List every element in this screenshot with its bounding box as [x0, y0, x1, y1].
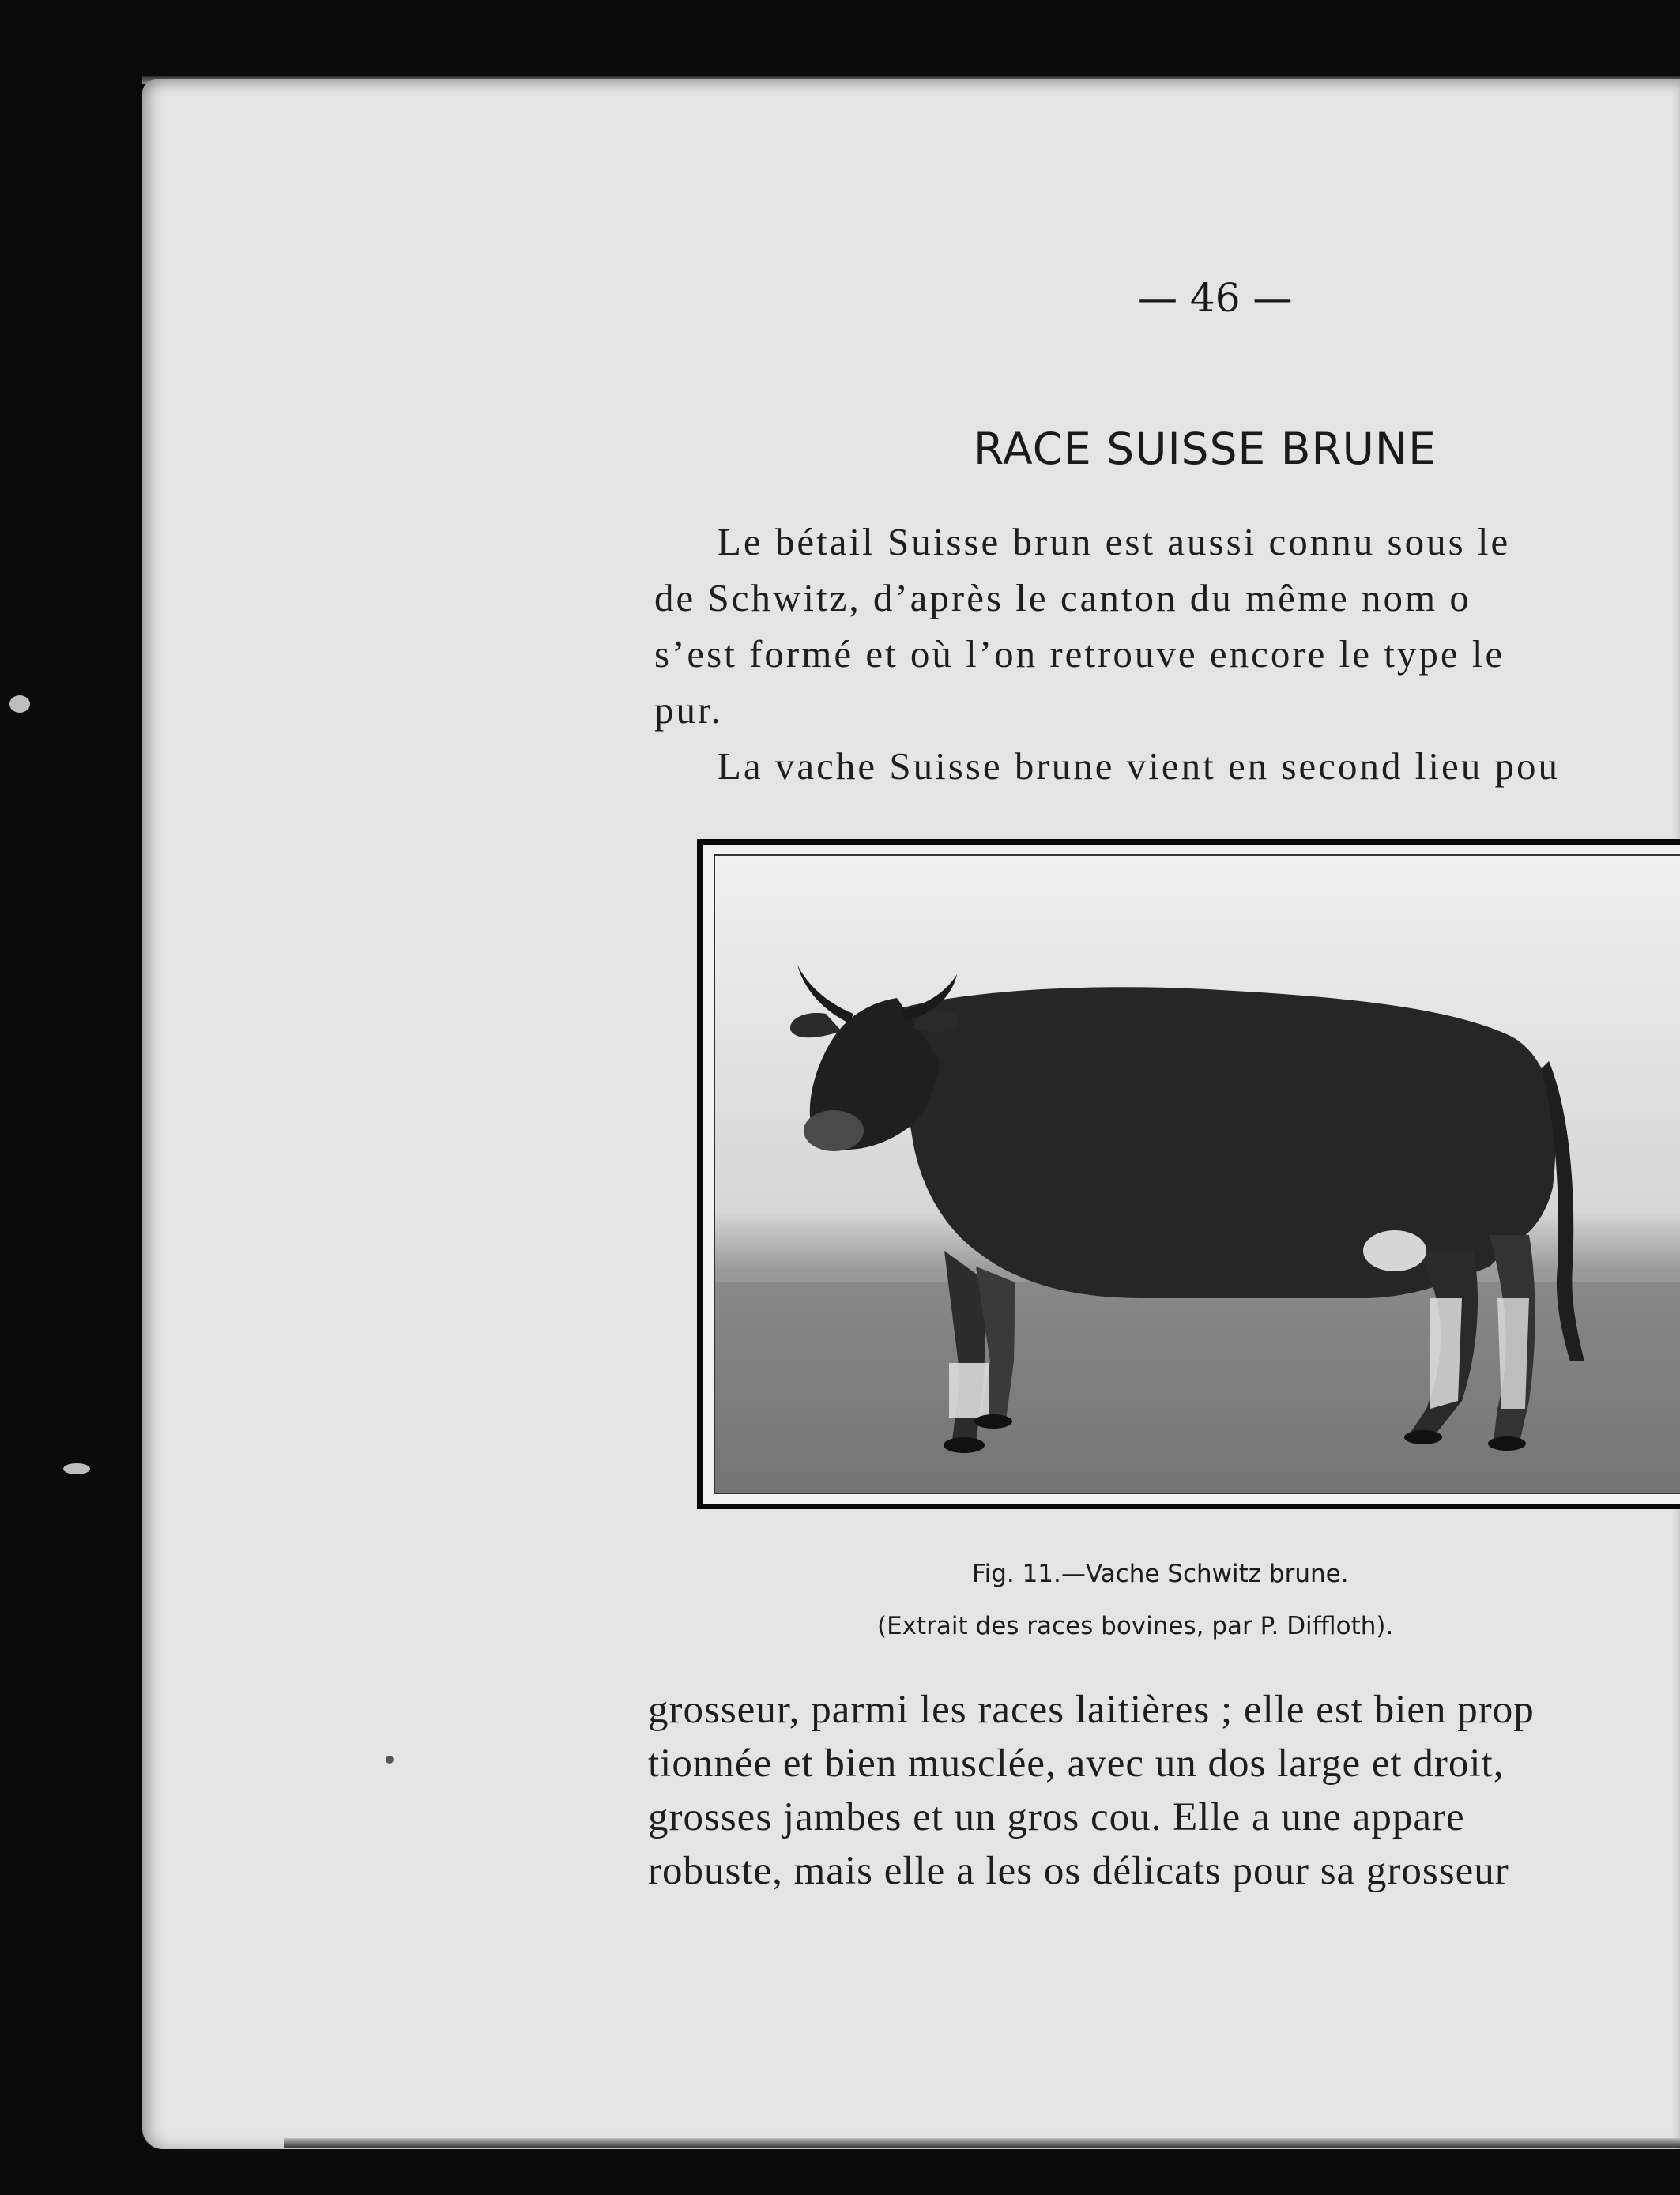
cow-hoof	[1404, 1430, 1442, 1444]
text-line: grosseur, parmi les races laitières ; elle est bien prop	[648, 1688, 1535, 1732]
scan-speck	[9, 695, 30, 713]
cow-hoof	[944, 1437, 985, 1453]
cow-hind-leg-marking	[1497, 1298, 1529, 1409]
cow-photograph-frame	[697, 839, 1680, 1509]
text-line: Le bétail Suisse brun est aussi connu sous le	[718, 520, 1511, 563]
cow-leg-marking	[949, 1363, 989, 1418]
scan-speck	[63, 1463, 90, 1474]
page-bottom-edge	[284, 2138, 1680, 2148]
cow-udder	[1363, 1230, 1426, 1271]
continuation-paragraph	[648, 1683, 1680, 1898]
text-line: tionnée et bien musclée, avec un dos large et droit,	[648, 1741, 1505, 1786]
text-line: pur.	[654, 688, 723, 732]
figure-caption: Fig. 11.—Vache Schwitz brune.	[972, 1560, 1349, 1588]
page-number: — 46 —	[1138, 275, 1293, 321]
text-line: de Schwitz, d’après le canton du même nom o	[654, 576, 1471, 619]
cow-muzzle	[804, 1110, 864, 1151]
cow-hoof	[1488, 1436, 1526, 1451]
section-heading: RACE SUISSE BRUNE	[974, 424, 1437, 474]
cow-photograph	[714, 854, 1680, 1494]
cow-hind-leg-marking	[1430, 1298, 1462, 1409]
intro-paragraph	[654, 514, 1680, 794]
text-line: La vache Suisse brune vient en second lieu pou	[718, 744, 1561, 788]
figure-source: (Extrait des races bovines, par P. Diffloth).	[877, 1612, 1394, 1640]
text-line: robuste, mais elle a les os délicats pour sa grosseur	[648, 1849, 1509, 1893]
text-line: grosses jambes et un gros cou. Elle a une appare	[648, 1795, 1465, 1839]
text-line: s’est formé et où l’on retrouve encore le type le	[654, 632, 1505, 676]
cow-illustration	[715, 856, 1680, 1494]
ground	[715, 1282, 1680, 1494]
scan-speck	[386, 1756, 394, 1764]
cow-hoof	[974, 1414, 1012, 1429]
